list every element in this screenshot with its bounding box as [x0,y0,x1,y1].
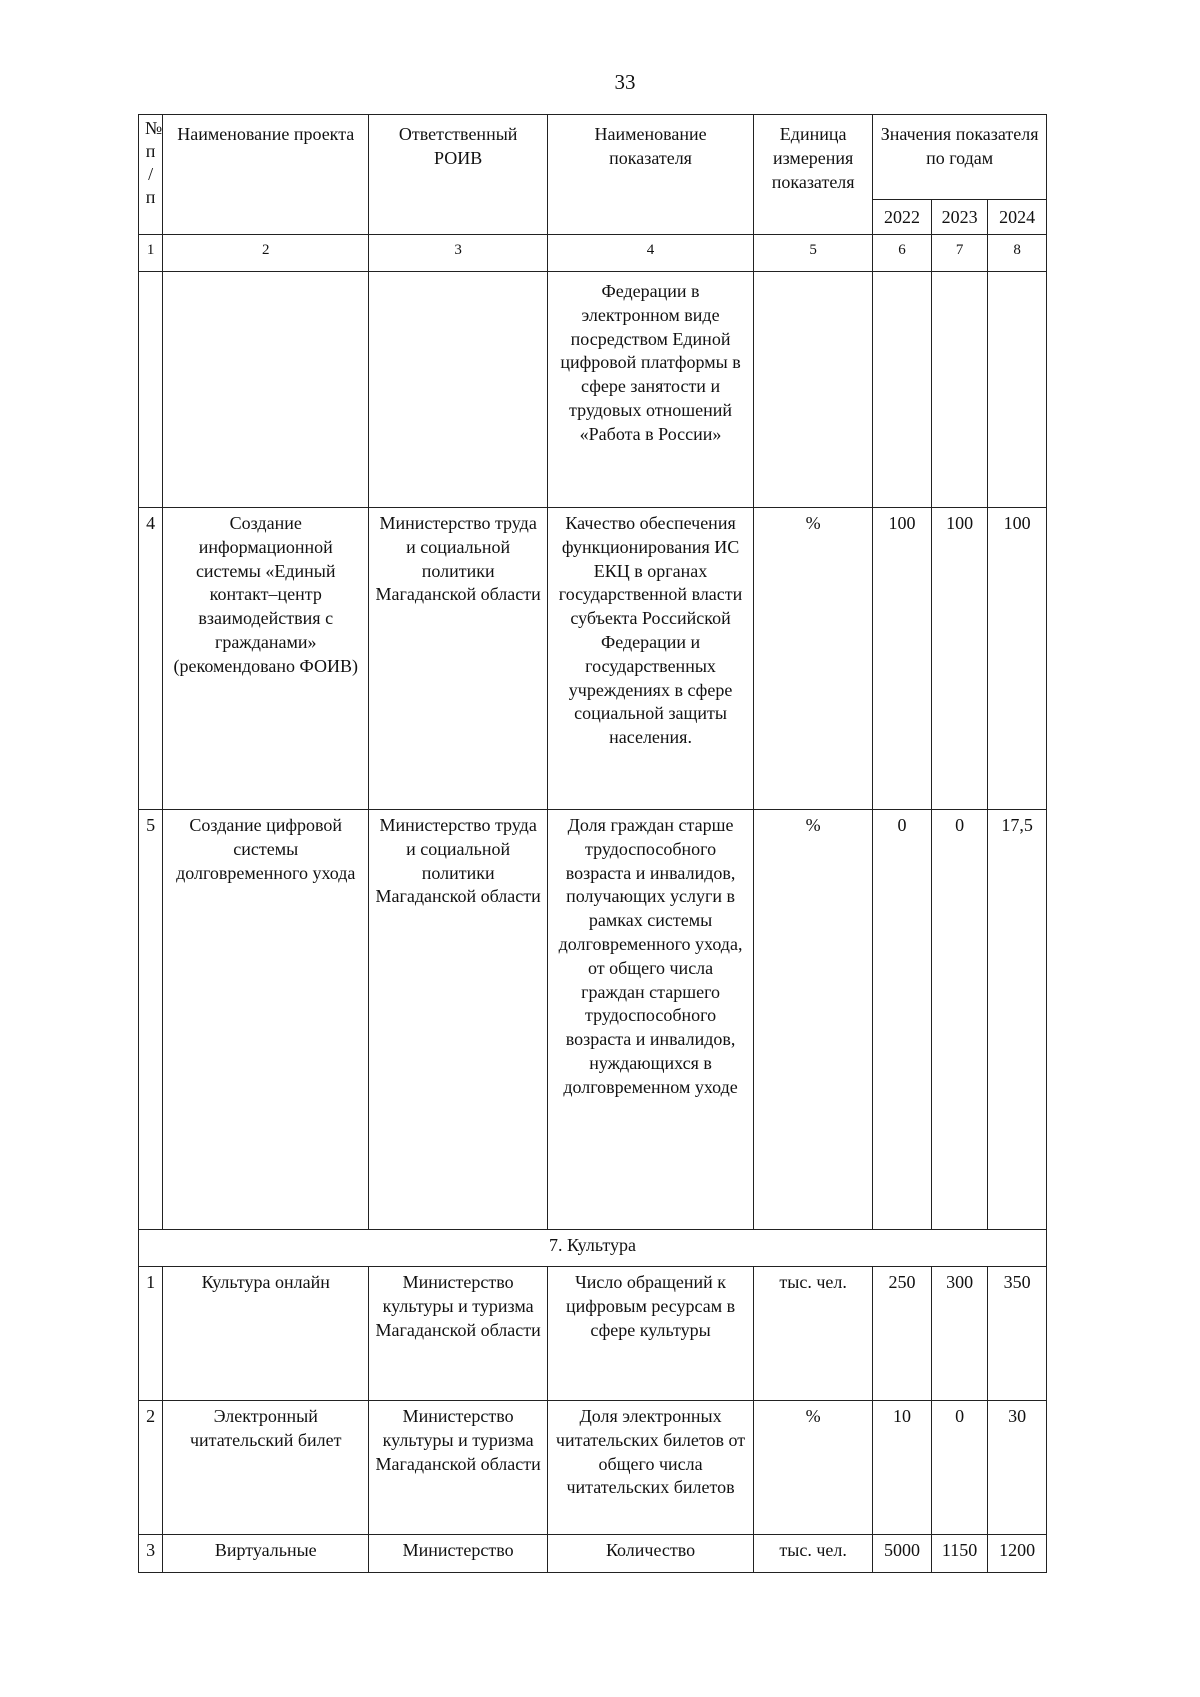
row-value-2022: 250 [873,1267,932,1401]
row-value-2023: 0 [931,1401,988,1535]
row-value-2023 [931,272,988,508]
row-roiv: Министерство труда и социальной политики Магаданской области [369,810,548,1230]
row-num: 1 [139,1267,163,1401]
row-roiv [369,272,548,508]
column-numbers-row [139,235,1047,272]
row-indicator: Число обращений к цифровым ресурсам в сфере культуры [548,1267,754,1401]
row-value-2022: 100 [873,508,932,810]
column-number: 5 [754,235,873,272]
row-indicator: Доля электронных читательских билетов от общего числа читательских билетов [548,1401,754,1535]
row-unit: тыс. чел. [754,1267,873,1401]
row-roiv: Министерство труда и социальной политики Магаданской области [369,508,548,810]
row-project: Создание цифровой системы долговременного ухода [163,810,369,1230]
row-num: 5 [139,810,163,1230]
column-number: 7 [931,235,988,272]
row-num [139,272,163,508]
section-row [139,1230,1047,1267]
row-value-2024: 17,5 [988,810,1047,1230]
header-values: Значения показателя по годам [873,115,1047,200]
header-roiv: Ответственный РОИВ [369,115,548,235]
row-roiv: Министерство [369,1535,548,1573]
header-year-2022: 2022 [873,200,932,235]
row-value-2023: 100 [931,508,988,810]
column-number: 1 [139,235,163,272]
row-unit: тыс. чел. [754,1535,873,1573]
header-unit: Единица измерения показателя [754,115,873,235]
column-number: 8 [988,235,1047,272]
row-project: Культура онлайн [163,1267,369,1401]
table-row [139,508,1047,810]
row-value-2024: 30 [988,1401,1047,1535]
table-row [139,810,1047,1230]
header-project: Наименование проекта [163,115,369,235]
row-value-2022: 5000 [873,1535,932,1573]
row-project: Электронный читательский билет [163,1401,369,1535]
row-unit: % [754,1401,873,1535]
table-row [139,1401,1047,1535]
table-row [139,272,1047,508]
row-project: Виртуальные [163,1535,369,1573]
row-num: 3 [139,1535,163,1573]
row-indicator: Количество [548,1535,754,1573]
header-row [139,115,1047,200]
row-value-2024: 1200 [988,1535,1047,1573]
page-number: 33 [614,70,636,94]
row-value-2023: 1150 [931,1535,988,1573]
table-row [139,1535,1047,1573]
header-year-2024: 2024 [988,200,1047,235]
row-indicator: Качество обеспечения функционирования ИС ЕКЦ в органах государственной власти субъекта Российской Федерации и государственных учреждениях в сфере социальной защиты населения. [548,508,754,810]
row-indicator: Федерации в электронном виде посредством Единой цифровой платформы в сфере занятости и трудовых отношений «Работа в России» [548,272,754,508]
table-row [139,1267,1047,1401]
column-number: 6 [873,235,932,272]
column-number: 2 [163,235,369,272]
row-num: 4 [139,508,163,810]
row-value-2023: 300 [931,1267,988,1401]
header-year-2023: 2023 [931,200,988,235]
row-project [163,272,369,508]
header-indicator: Наименование показателя [548,115,754,235]
row-value-2023: 0 [931,810,988,1230]
column-number: 4 [548,235,754,272]
section-title: 7. Культура [139,1230,1047,1267]
row-value-2022: 0 [873,810,932,1230]
header-num: № п / п [139,115,163,235]
row-indicator: Доля граждан старше трудоспособного возраста и инвалидов, получающих услуги в рамках системы долговременного ухода, от общего числа граждан старшего трудоспособного возраста и инвалидов, нуждающихся в долговременном уходе [548,810,754,1230]
row-unit: % [754,508,873,810]
row-roiv: Министерство культуры и туризма Магаданской области [369,1401,548,1535]
row-value-2022 [873,272,932,508]
indicators-table [138,114,1047,1573]
row-value-2024 [988,272,1047,508]
row-roiv: Министерство культуры и туризма Магаданской области [369,1267,548,1401]
row-project: Создание информационной системы «Единый контакт–центр взаимодействия с гражданами» (рекомендовано ФОИВ) [163,508,369,810]
row-unit [754,272,873,508]
row-value-2024: 350 [988,1267,1047,1401]
row-num: 2 [139,1401,163,1535]
column-number: 3 [369,235,548,272]
row-value-2022: 10 [873,1401,932,1535]
row-unit: % [754,810,873,1230]
row-value-2024: 100 [988,508,1047,810]
